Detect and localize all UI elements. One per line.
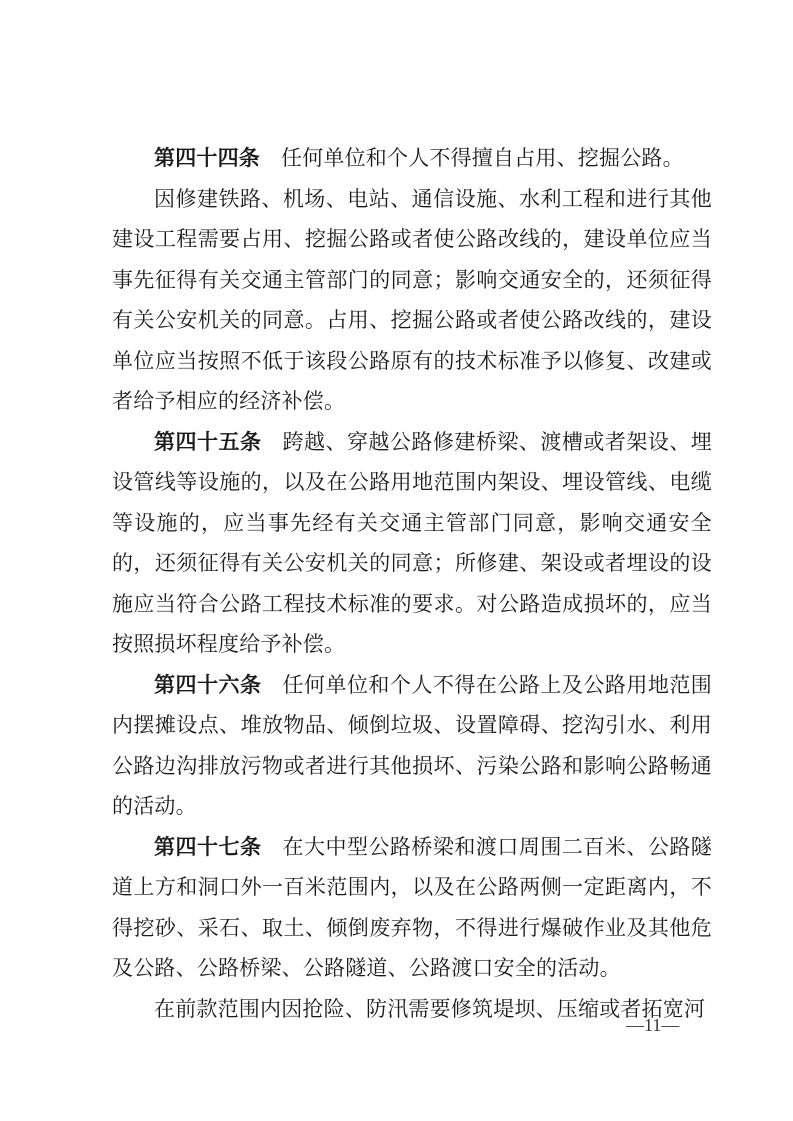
article-text: 跨越、穿越公路修建桥梁、渡槽或者架设、埋设管线等设施的，以及在公路用地范围内架设、埋设管线、电缆等设施的，应当事先经有关交通主管部门同意，影响交通安全的，还须征得有关公安机关的同意；所修建、架设或者埋设的设施应当符合公路工程技术标准的要求。对公路造成损坏的，应当按照损坏程度给予补偿。 bbox=[112, 429, 713, 656]
article-45-paragraph bbox=[112, 422, 712, 665]
article-text: 因修建铁路、机场、电站、通信设施、水利工程和进行其他建设工程需要占用、挖掘公路或者使公路改线的，建设单位应当事先征得有关交通主管部门的同意；影响交通安全的，还须征得有关公安机关的同意。占用、挖掘公路或者使公路改线的，建设单位应当按照不低于该段公路原有的技术标准予以修复、改建或者给予相应的经济补偿。 bbox=[112, 186, 712, 413]
article-44-paragraph bbox=[112, 138, 712, 179]
document-body bbox=[112, 138, 712, 1029]
article-text: 任何单位和个人不得擅自占用、挖掘公路。 bbox=[281, 146, 684, 170]
article-47-clause-2 bbox=[112, 989, 712, 1030]
article-47-paragraph bbox=[112, 827, 712, 989]
article-number: 第四十四条 bbox=[154, 146, 260, 170]
article-text: 在前款范围内因抢险、防汛需要修筑堤坝、压缩或者拓宽河 bbox=[154, 996, 706, 1021]
article-44-clause-2 bbox=[112, 179, 712, 422]
article-number: 第四十七条 bbox=[154, 834, 262, 859]
article-text: 在大中型公路桥梁和渡口周围二百米、公路隧道上方和洞口外一百米范围内，以及在公路两侧一定距离内，不得挖砂、采石、取土、倾倒废弃物，不得进行爆破作业及其他危及公路、公路桥梁、公路隧道、公路渡口安全的活动。 bbox=[112, 834, 713, 980]
page-number: —11— bbox=[626, 1015, 680, 1035]
article-text: 任何单位和个人不得在公路上及公路用地范围内摆摊设点、堆放物品、倾倒垃圾、设置障碍、挖沟引水、利用公路边沟排放污物或者进行其他损坏、污染公路和影响公路畅通的活动。 bbox=[112, 672, 713, 818]
article-number: 第四十六条 bbox=[154, 672, 262, 697]
article-46-paragraph bbox=[112, 665, 712, 827]
article-number: 第四十五条 bbox=[154, 429, 262, 454]
